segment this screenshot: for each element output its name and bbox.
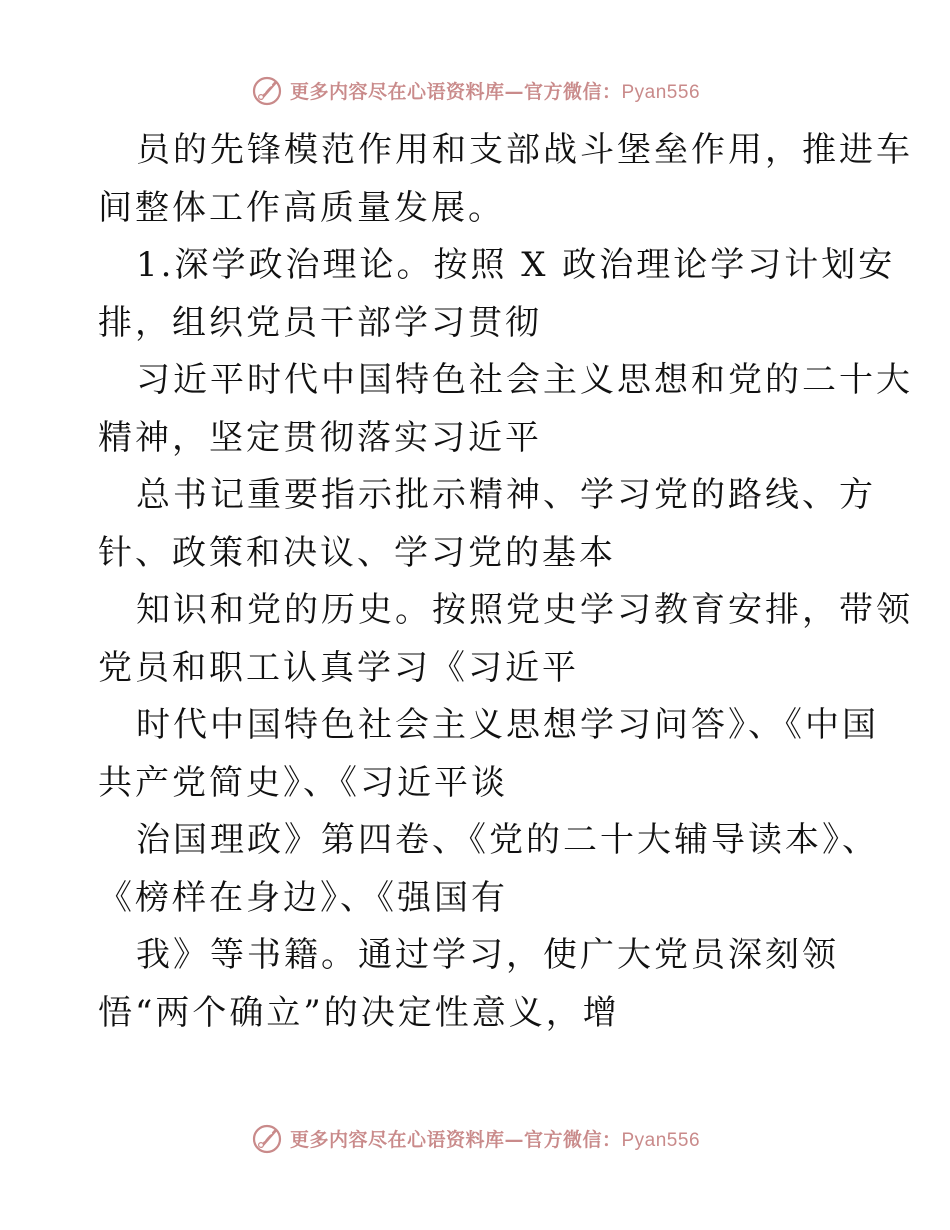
text-line: 总书记重要指示批示精神、学习党的路线、方 — [136, 475, 876, 515]
text-line: 我》等书籍。通过学习，使广大党员深刻领 — [136, 935, 839, 975]
text-line: 1.深学政治理论。按照 X 政治理论学习计划安 — [136, 245, 896, 285]
text-line: 间整体工作高质量发展。 — [98, 187, 505, 228]
footer-banner-text: 更多内容尽在心语资料库—官方微信：Pyan556 — [289, 1128, 701, 1151]
text-line: 精神，坚定贯彻落实习近平 — [98, 417, 542, 458]
header-banner-content — [250, 73, 700, 107]
text-line: 时代中国特色社会主义思想学习问答》、《中国 — [136, 705, 879, 745]
header-watermark-banner — [0, 70, 950, 110]
text-line: 《榜样在身边》、《强国有 — [98, 877, 508, 918]
text-line: 共产党简史》、《习近平谈 — [98, 762, 508, 803]
text-line: 习近平时代中国特色社会主义思想和党的二十大 — [136, 360, 913, 400]
body-paragraphs — [98, 122, 913, 1042]
text-line: 排，组织党员干部学习贯彻 — [98, 302, 542, 343]
text-line: 员的先锋模范作用和支部战斗堡垒作用，推进车 — [136, 130, 913, 170]
text-line: 治国理政》第四卷、《党的二十大辅导读本》、 — [136, 820, 879, 860]
quill-seal-icon — [250, 1121, 284, 1155]
text-line: 党员和职工认真学习《习近平 — [98, 647, 579, 688]
text-line: 针、政策和决议、学习党的基本 — [98, 532, 616, 573]
text-line: 悟“两个确立”的决定性意义，增 — [98, 992, 620, 1033]
header-banner-text: 更多内容尽在心语资料库—官方微信：Pyan556 — [289, 80, 701, 103]
footer-banner-content — [250, 1121, 700, 1155]
text-line: 知识和党的历史。按照党史学习教育安排，带领 — [136, 590, 913, 630]
footer-watermark-banner — [0, 1118, 950, 1158]
quill-seal-icon — [250, 73, 284, 107]
